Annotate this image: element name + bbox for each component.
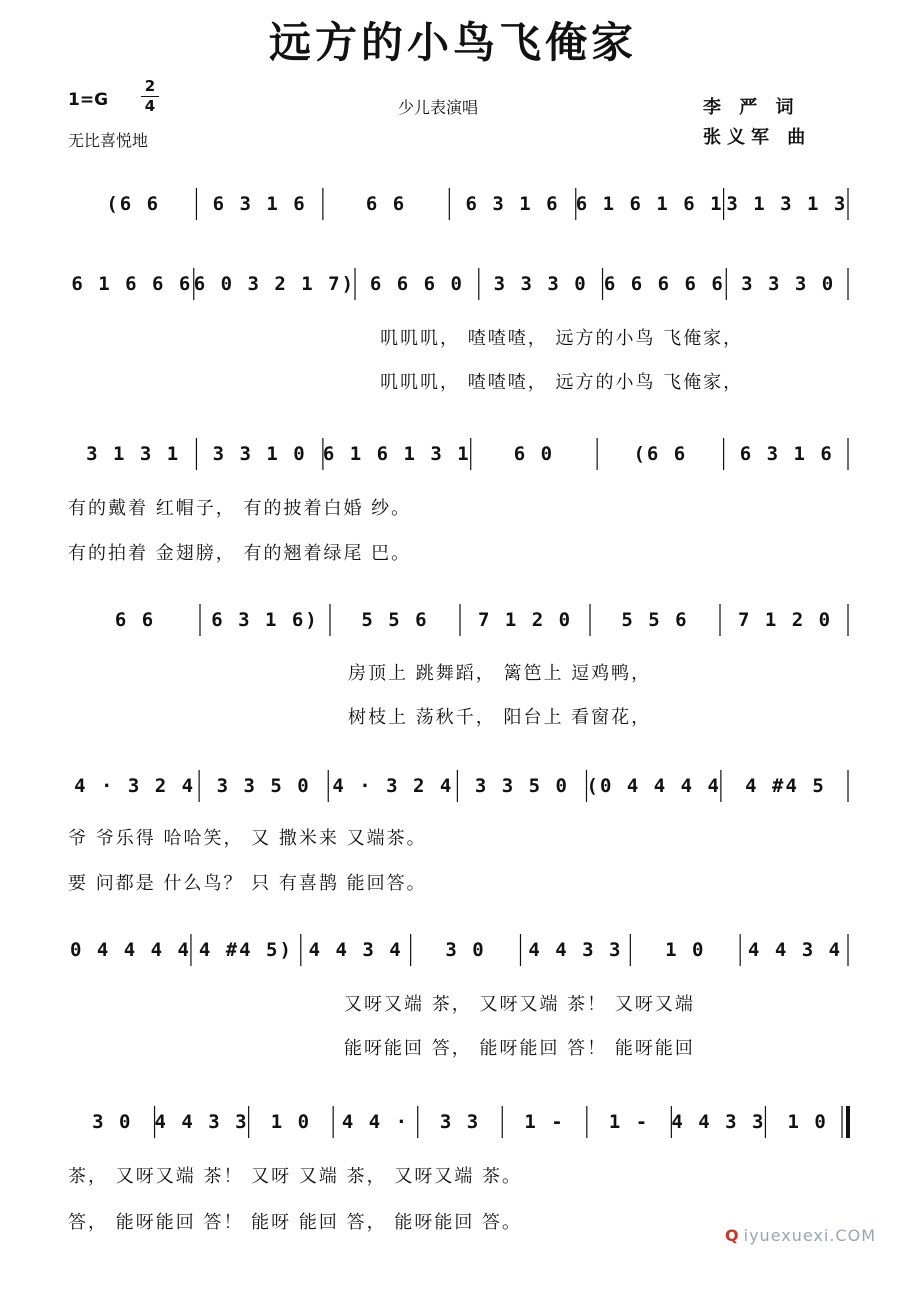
measure: 3 3 5 0 [474,775,569,797]
measure: 5 5 6 [621,609,689,631]
staff-5 [70,768,850,804]
staff-2 [70,266,850,302]
measure: 4 · 3 2 4 [74,775,196,797]
lyric-line: 茶， 又呀又端 茶！ 又呀 又端 茶， 又呀又端 茶。 [68,1166,523,1187]
measure: 7 1 2 0 [737,609,833,631]
lyric-line: 叽叽叽， 喳喳喳， 远方的小鸟 飞俺家， [380,372,744,393]
lyric-line: 要 问都是 什么鸟？ 只 有喜鹊 能回答。 [68,873,427,894]
measure: 5 5 6 [361,609,429,631]
measure: 1 - [608,1111,650,1133]
bar-lines [70,602,850,638]
staff-6 [70,932,850,968]
measure: 3 3 5 0 [216,775,311,797]
time-signature [141,78,159,115]
measure: 3 1 3 1 [86,443,181,465]
watermark-logo-icon: Q [725,1226,740,1245]
song-title: 远方的小鸟飞俺家 [268,18,637,67]
lyric-line: 有的拍着 金翅膀， 有的翘着绿尾 巴。 [68,543,412,564]
composer-credit: 张义军 曲 [703,127,812,148]
bar-lines [70,436,850,472]
measure: 4 #4 5) [198,939,293,961]
expression-marking: 无比喜悦地 [68,131,149,150]
lyric-line: 房顶上 跳舞蹈， 篱笆上 逗鸡鸭， [348,663,652,684]
measure: (6 6 [633,443,688,465]
key-signature: 1=G [68,90,109,110]
measure: 6 6 6 0 [369,273,464,295]
lyric-line: 答， 能呀能回 答！ 能呀 能回 答， 能呀能回 答。 [68,1212,523,1233]
measure: 6 1 6 6 6 [71,273,193,295]
lyric-line: 又呀又端 茶， 又呀又端 茶！ 又呀又端 [344,994,695,1015]
measure: (6 6 [106,193,161,215]
lyric-line: 爷 爷乐得 哈哈笑， 又 撒米来 又端茶。 [68,828,427,849]
measure: 4 4 3 3 [154,1111,249,1133]
measure: 1 0 [787,1111,828,1133]
measure: 3 3 [439,1111,481,1133]
measure: 1 - [524,1111,565,1133]
staff-3 [70,436,850,472]
watermark [725,1226,876,1245]
measure: 4 #4 5 [745,775,826,797]
measure: 7 1 2 0 [477,609,573,631]
measure: 4 4 3 4 [308,939,403,961]
measure: 6 6 [365,193,407,215]
measure: 6 3 1 6 [739,443,834,465]
lyricist-credit: 李 严 词 [703,97,800,118]
measure: 6 6 [114,609,156,631]
measure: 6 0 3 2 1 7) [193,273,356,295]
performance-note: 少儿表演唱 [398,98,479,117]
time-signature-bottom: 4 [144,97,156,115]
bar-lines [70,768,850,804]
lyric-line: 叽叽叽， 喳喳喳， 远方的小鸟 飞俺家， [380,328,744,349]
measure: 3 3 3 0 [493,273,588,295]
measure: 6 1 6 1 3 1 [322,443,471,465]
measure: 6 3 1 6 [212,193,307,215]
measure: (0 4 4 4 4 [586,775,721,797]
measure: 3 0 [445,939,486,961]
bar-lines [70,186,850,222]
measure: 3 1 3 1 3 [726,193,848,215]
bar-lines [70,266,850,302]
measure: 3 3 3 0 [741,273,836,295]
measure: 6 3 1 6) [211,609,319,631]
measure: 4 4 3 4 [748,939,843,961]
staff-1 [70,186,850,222]
measure: 6 0 [513,443,555,465]
measure: 0 4 4 4 4 [70,939,191,961]
measure: 1 0 [665,939,706,961]
bar-lines [70,932,850,968]
measure: 1 0 [270,1111,312,1133]
lyric-line: 能呀能回 答， 能呀能回 答！ 能呀能回 [344,1038,695,1059]
lyric-line: 有的戴着 红帽子， 有的披着白婚 纱。 [68,498,412,519]
measure: 3 0 [92,1111,133,1133]
staff-4 [70,602,850,638]
bar-lines [70,1104,850,1140]
measure: 3 3 1 0 [212,443,307,465]
measure: 4 · 3 2 4 [332,775,454,797]
staff-7 [70,1104,850,1140]
measure: 4 4 · [341,1111,410,1133]
measure: 4 4 3 3 [671,1111,766,1133]
time-signature-top: 2 [144,77,156,95]
lyric-line: 树枝上 荡秋千， 阳台上 看窗花， [348,707,652,728]
measure: 6 3 1 6 [465,193,560,215]
measure: 6 1 6 1 6 1 [575,193,724,215]
watermark-text: iyuexuexi.COM [743,1226,876,1245]
measure: 6 6 6 6 6 [603,273,725,295]
measure: 4 4 3 3 [528,939,623,961]
